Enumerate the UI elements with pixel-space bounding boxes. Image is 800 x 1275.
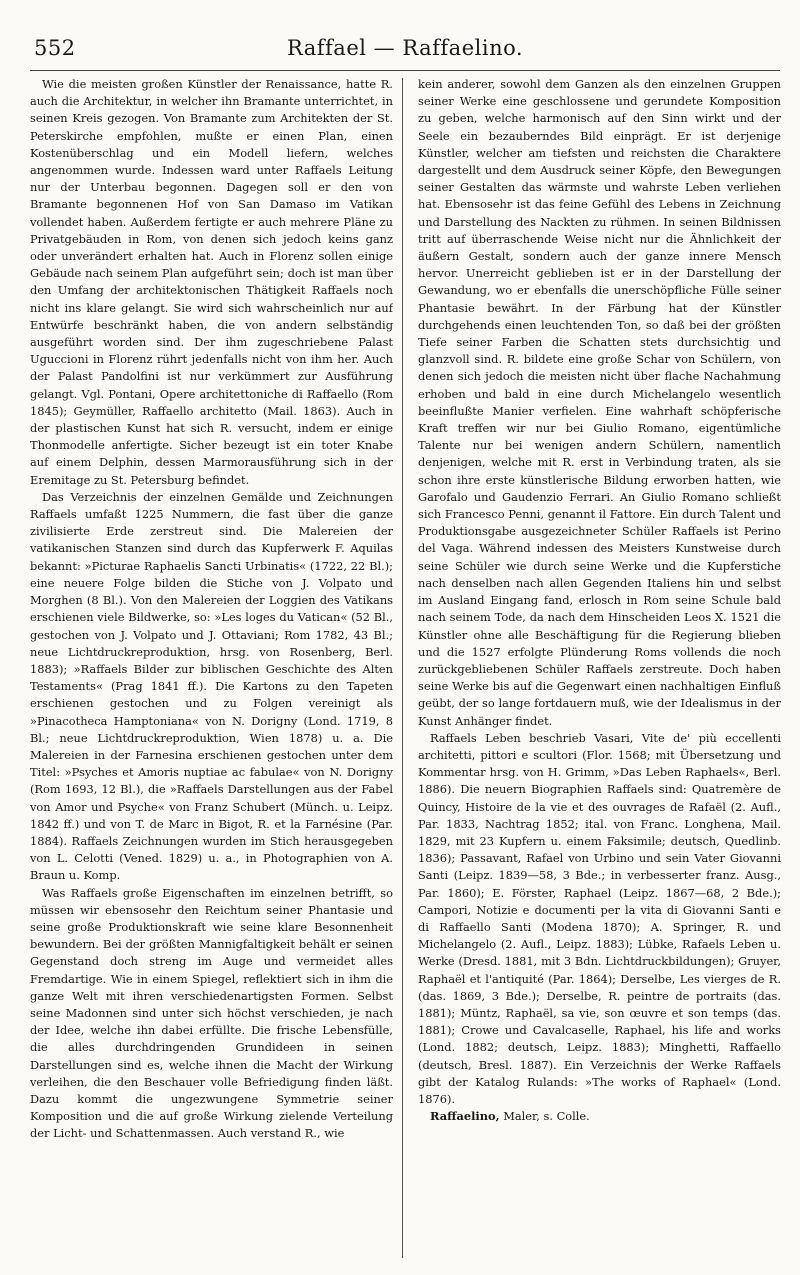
paragraph: Was Raffaels große Eigenschaften im einzelnen betrifft, so müssen wir ebensosehr den Reichtum seiner Phantasie und seine große Produktionskraft wie seine klare Besonnenheit bewundern. Bei der größten Mannigfaltigkeit behält er seinen Gegenstand doch streng im Auge und vermeidet alles Fremdartige. Wie in einem Spiegel, reflektiert sich in ihm die ganze Welt mit ihren verschiedenartigsten Formen. Selbst seine Madonnen sind unter sich höchst verschieden, je nach der Idee, welche ihn dabei erfüllte. Die frische Lebensfülle, die alles durchdringenden Grundideen in seinen Darstellungen sind es, welche ihnen die Macht der Wirkung verleihen, die den Beschauer volle Befriedigung finden läßt. Dazu kommt die ungezwungene Symmetrie seiner Komposition und die auf große Wirkung zielende Verteilung der Licht- und Schattenmassen. Auch verstand R., wie (30, 885, 393, 1141)
header-rule (30, 70, 780, 71)
page-header (30, 36, 780, 66)
entry-text: Maler, s. Colle. (499, 1109, 590, 1124)
page-number: 552 (34, 36, 76, 60)
column-divider (402, 78, 403, 1258)
right-column (418, 76, 781, 1256)
left-column (30, 76, 393, 1256)
running-title: Raffael — Raffaelino. (286, 36, 524, 60)
paragraph: Raffaels Leben beschrieb Vasari, Vite de' più eccellenti architetti, pittori e scultori (Flor. 1568; mit Übersetzung und Kommentar hrsg. von H. Grimm, »Das Leben Raphaels«, Berl. 1886). Die neuern Biographien Raffaels sind: Quatremère de Quincy, Histoire de la vie et des ouvrages de Rafaël (2. Aufl., Par. 1833, Nachtrag 1852; ital. von Franc. Longhena, Mail. 1829, mit 23 Kupfern u. einem Faksimile; deutsch, Quedlinb. 1836); Passavant, Rafael von Urbino und sein Vater Giovanni Santi (Leipz. 1839—58, 3 Bde.; in verbesserter franz. Ausg., Par. 1860); E. Förster, Raphael (Leipz. 1867—68, 2 Bde.); Campori, Notizie e documenti per la vita di Giovanni Santi e di Raffaello Santi (Modena 1870); A. Springer, R. und Michelangelo (2. Aufl., Leipz. 1883); Lübke, Rafaels Leben u. Werke (Dresd. 1881, mit 3 Bdn. Lichtdruckbildungen); Gruyer, Raphaël et l'antiquité (Par. 1864); Derselbe, Les vierges de R. (das. 1869, 3 Bde.); Derselbe, R. peintre de portraits (das. 1881); Müntz, Raphaël, sa vie, son œuvre et son temps (das. 1881); Crowe und Cavalcaselle, Raphael, his life and works (Lond. 1882; deutsch, Leipz. 1883); Minghetti, Raffaello (deutsch, Bresl. 1887). Ein Verzeichnis der Werke Raffaels gibt der Katalog Rulands: »The works of Raphael« (Lond. 1876). (418, 730, 781, 1106)
paragraph: Das Verzeichnis der einzelnen Gemälde und Zeichnungen Raffaels umfaßt 1225 Nummern, die fast über die ganze zivilisierte Erde zerstreut sind. Die Malereien der vatikanischen Stanzen sind durch das Kupferwerk F. Aquilas bekannt: »Picturae Raphaelis Sancti Urbinatis« (1722, 22 Bl.); eine neuere Folge bilden die Stiche von J. Volpato und Morghen (8 Bl.). Von den Malereien der Loggien des Vatikans erschienen viele Bildwerke, so: »Les loges du Vatican« (52 Bl., gestochen von J. Volpato und J. Ottaviani; Rom 1782, 43 Bl.; neue Lichtdruckreproduktion, hrsg. von Rosenberg, Berl. 1883); »Raffaels Bilder zur biblischen Geschichte des Alten Testaments« (Prag 1841 ff.). Die Kartons zu den Tapeten erschienen gestochen und zu Folgen vereinigt als »Pinacotheca Hamptoniana« von N. Dorigny (Lond. 1719, 8 Bl.; neue Lichtdruckreproduktion, Wien 1878) u. a. Die Malereien in der Farnesina erschienen gestochen unter dem Titel: »Psyches et Amoris nuptiae ac fabulae« von N. Dorigny (Rom 1693, 12 Bl.), die »Raffaels Darstellungen aus der Fabel von Amor und Psyche« von Franz Schubert (Münch. u. Leipz. 1842 ff.) und von T. de Marc in Bigot, R. et la Farnésine (Par. 1884). Raffaels Zeichnungen wurden im Stich herausgegeben von L. Celotti (Vened. 1829) u. a., in Photographien von A. Braun u. Komp. (30, 489, 393, 883)
paragraph: kein anderer, sowohl dem Ganzen als den einzelnen Gruppen seiner Werke eine geschlossene und gerundete Komposition zu geben, welche harmonisch auf den Sinn wirkt und der Seele ein bezauberndes Bild einprägt. Er ist derjenige Künstler, welcher am tiefsten und reichsten die Charaktere dargestellt und dem Ausdruck seiner Köpfe, den Bewegungen seiner Gestalten das wärmste und wahrste Leben verliehen hat. Ebensosehr ist das feine Gefühl des Lebens in Zeichnung und Darstellung des Nackten zu rühmen. In seinen Bildnissen tritt auf überraschende Weise nicht nur die Ähnlichkeit der äußern Gestalt, sondern auch der ganze innere Mensch hervor. Unerreicht geblieben ist er in der Darstellung der Gewandung, wo er ebenfalls die unerschöpfliche Fülle seiner Phantasie bewährt. In der Färbung hat der Künstler durchgehends einen leuchtenden Ton, so daß bei der größten Tiefe seiner Farben die Schatten stets durchsichtig und glanzvoll sind. R. bildete eine große Schar von Schülern, von denen sich jedoch die meisten nicht über flache Nachahmung erhoben und bald in eine durch Michelangelo wesentlich beeinflußte Manier verfielen. Eine wahrhaft schöpferische Kraft treffen wir nur bei Giulio Romano, eigentümliche Talente nur bei wenigen andern Schülern, namentlich denjenigen, welche mit R. erst in Verbindung traten, als sie schon ihre erste künstlerische Bildung erworben hatten, wie Garofalo und Gaudenzio Ferrari. An Giulio Romano schließt sich Francesco Penni, genannt il Fattore. Ein durch Talent und Produktionsgabe ausgezeichneter Schüler Raffaels ist Perino del Vaga. Während indessen des Meisters Kunstweise durch seine Schüler wie durch seine Werke und die Kupferstiche nach denselben nach allen Gegenden Italiens hin und selbst im Ausland Eingang fand, erlosch in Rom seine Schule bald nach seinem Tode, da nach dem Hinscheiden Leos X. 1521 die Künstler ohne alle Beschäftigung für die Regierung blieben und die 1527 erfolgte Plünderung Roms vollends die noch zurückgebliebenen Schüler Raffaels zerstreute. Doch haben seine Werke bis auf die Gegenwart einen nachhaltigen Einfluß geübt, der so lange fortdauern muß, wie der Idealismus in der Kunst Anhänger findet. (418, 77, 781, 728)
dictionary-entry (418, 1108, 781, 1125)
paragraph: Wie die meisten großen Künstler der Renaissance, hatte R. auch die Architektur, in welcher ihn Bramante unterrichtet, in seinen Kreis gezogen. Von Bramante zum Architekten der St. Peterskirche empfohlen, mußte er einen Plan, einen Kostenüberschlag und ein Modell liefern, welches angenommen wurde. Indessen ward unter Raffaels Leitung nur der Unterbau begonnen. Dagegen soll er den von Bramante begonnenen Hof von San Damaso im Vatikan vollendet haben. Außerdem fertigte er auch mehrere Pläne zu Privatgebäuden in Rom, von denen sich jedoch keins ganz oder unverändert erhalten hat. Auch in Florenz sollen einige Gebäude nach seinem Plan aufgeführt sein; doch ist man über den Umfang der architektonischen Thätigkeit Raffaels noch nicht ins klare gelangt. Sie wird sich wahrscheinlich nur auf Entwürfe beschränkt haben, die von andern selbständig ausgeführt worden sind. Der ihm zugeschriebene Palast Uguccioni in Florenz rührt jedenfalls nicht von ihm her. Auch der Palast Pandolfini ist nur verkümmert zur Ausführung gelangt. Vgl. Pontani, Opere architettoniche di Raffaello (Rom 1845); Geymüller, Raffaello architetto (Mail. 1863). Auch in der plastischen Kunst hat sich R. versucht, indem er einige Thonmodelle anfertigte. Sicher bezeugt ist ein toter Knabe auf einem Delphin, dessen Marmorausführung sich in der Eremitage zu St. Petersburg befindet. (30, 77, 393, 487)
entry-headword: Raffaelino, (430, 1109, 500, 1124)
